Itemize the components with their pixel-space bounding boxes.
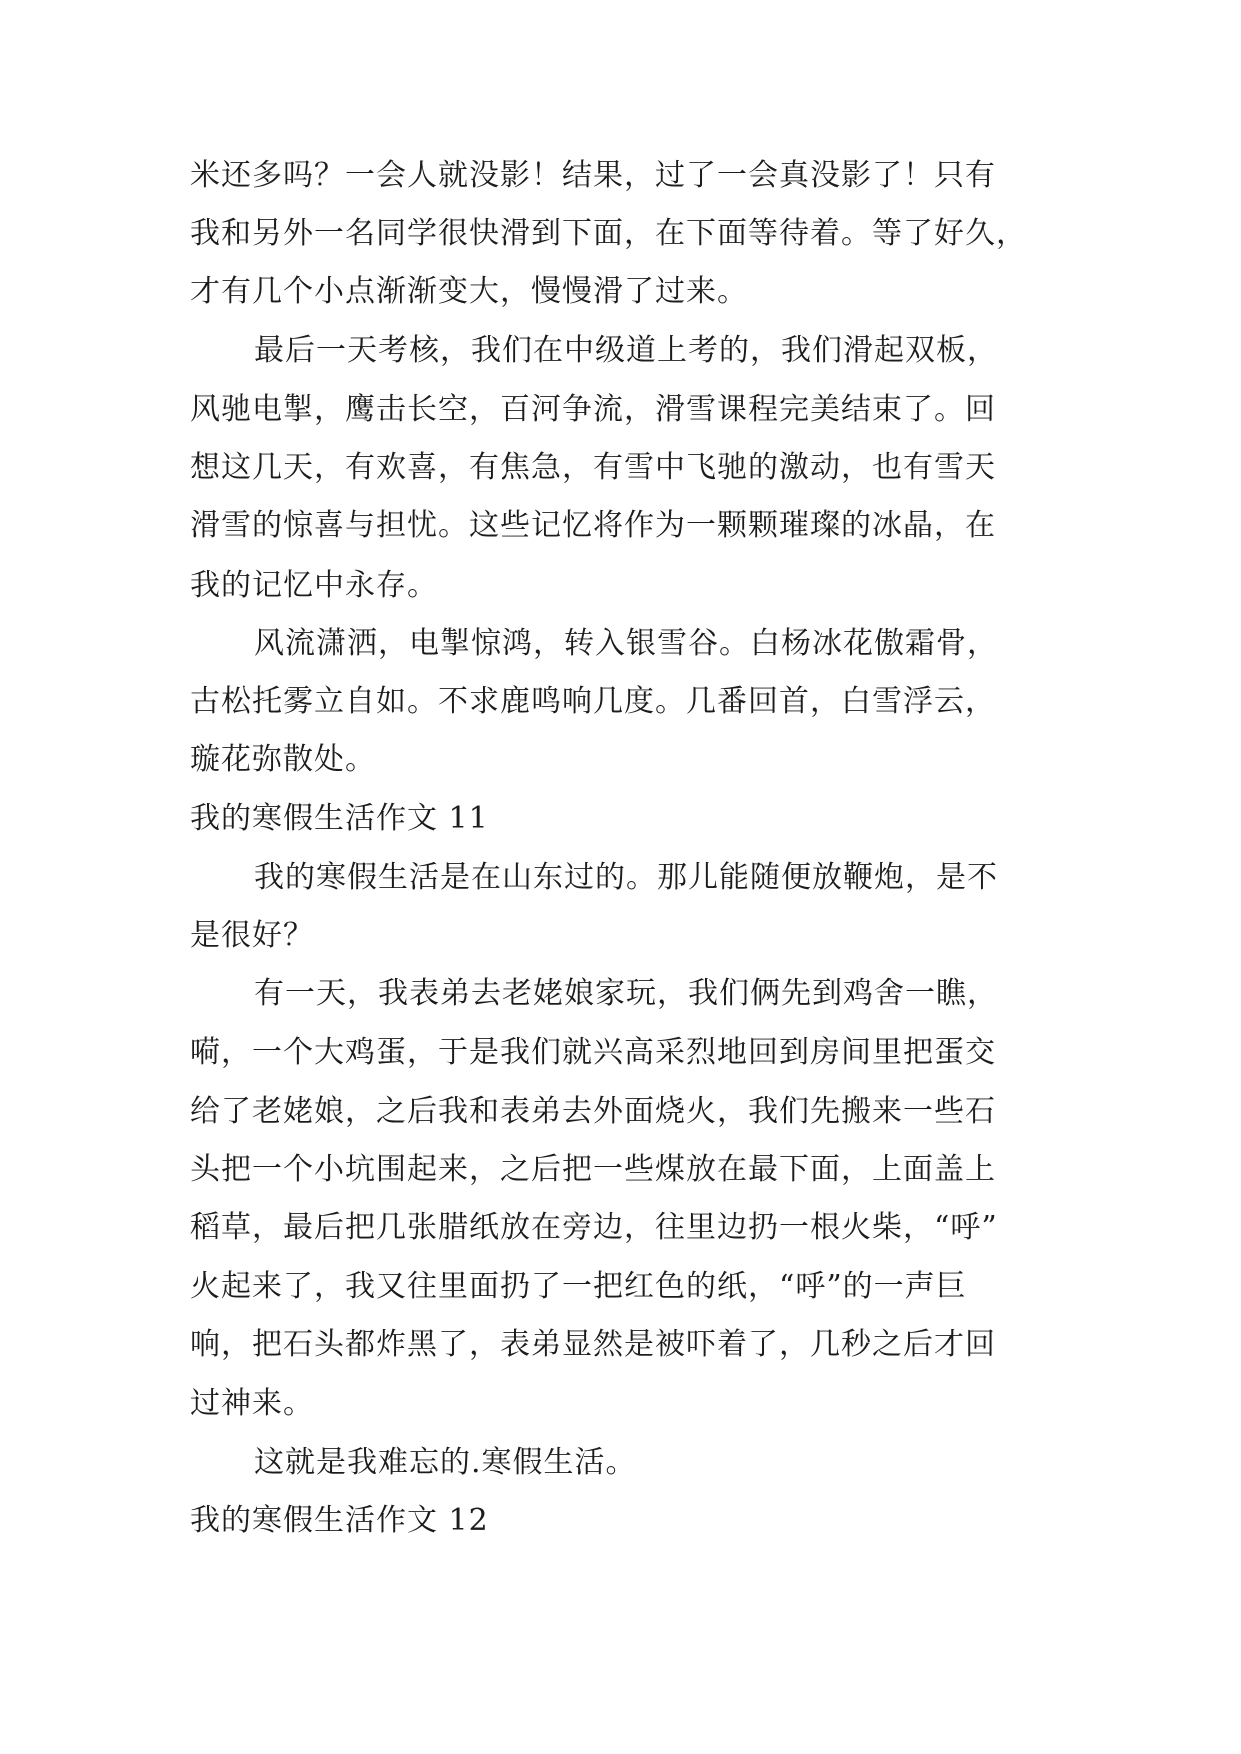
text-line: 风驰电掣，鹰击长空，百河争流，滑雪课程完美结束了。回 — [190, 392, 996, 427]
text-line: 璇花弥散处。 — [190, 742, 376, 777]
paragraph-first-line: 我的寒假生活是在山东过的。那儿能随便放鞭炮，是不 — [254, 860, 998, 895]
section-heading: 我的寒假生活作文 12 — [190, 1503, 489, 1538]
text-line: 是很好？ — [190, 918, 314, 953]
text-line: 我的记忆中永存。 — [190, 568, 438, 603]
text-line: 过神来。 — [190, 1386, 314, 1421]
text-line: 响，把石头都炸黑了，表弟显然是被吓着了，几秒之后才回 — [190, 1327, 996, 1362]
text-line: 嗬，一个大鸡蛋，于是我们就兴高采烈地回到房间里把蛋交 — [190, 1035, 996, 1070]
text-line: 头把一个小坑围起来，之后把一些煤放在最下面，上面盖上 — [190, 1152, 996, 1187]
section-heading: 我的寒假生活作文 11 — [190, 801, 489, 836]
text-line: 才有几个小点渐渐变大，慢慢滑了过来。 — [190, 274, 748, 309]
paragraph-first-line: 风流潇洒，电掣惊鸿，转入银雪谷。白杨冰花傲霜骨， — [254, 626, 998, 661]
paragraph-first-line: 有一天，我表弟去老姥娘家玩，我们俩先到鸡舍一瞧， — [254, 976, 998, 1011]
paragraph-first-line: 这就是我难忘的.寒假生活。 — [254, 1445, 637, 1480]
paragraph-first-line: 最后一天考核，我们在中级道上考的，我们滑起双板， — [254, 333, 998, 368]
text-line: 古松托雾立自如。不求鹿鸣响几度。几番回首，白雪浮云， — [190, 684, 996, 719]
text-line: 想这几天，有欢喜，有焦急，有雪中飞驰的激动，也有雪天 — [190, 450, 996, 485]
text-line: 火起来了，我又往里面扔了一把红色的纸，“呼”的一声巨 — [190, 1269, 967, 1304]
text-line: 米还多吗？一会人就没影！结果，过了一会真没影了！只有 — [190, 158, 996, 193]
text-line: 滑雪的惊喜与担忧。这些记忆将作为一颗颗璀璨的冰晶，在 — [190, 508, 996, 543]
text-line: 我和另外一名同学很快滑到下面，在下面等待着。等了好久， — [190, 216, 1027, 251]
text-line: 给了老姥娘，之后我和表弟去外面烧火，我们先搬来一些石 — [190, 1094, 996, 1129]
text-line: 稻草，最后把几张腊纸放在旁边，往里边扔一根火柴，“呼” — [190, 1210, 998, 1245]
